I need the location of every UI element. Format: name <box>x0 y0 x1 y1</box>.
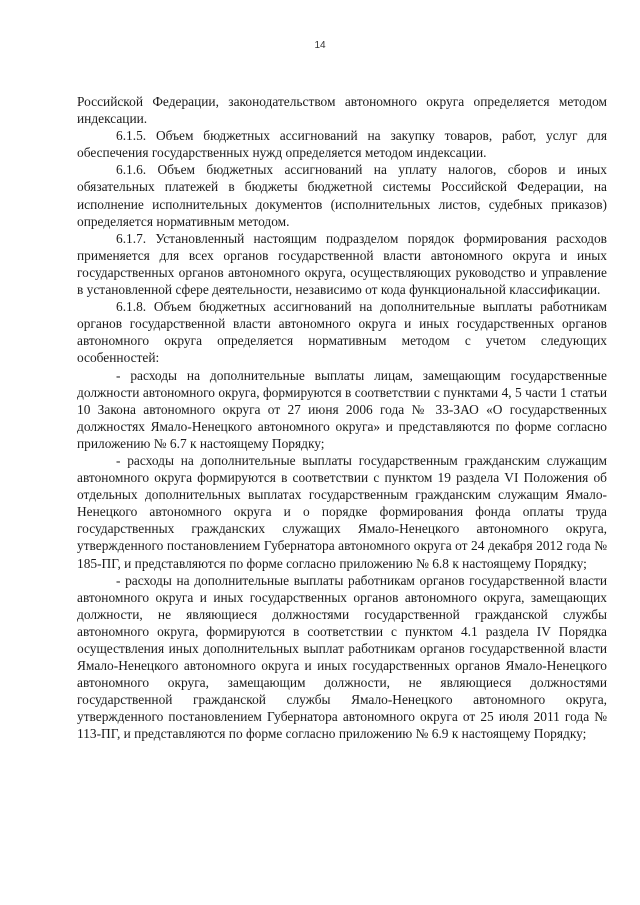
list-item-other-employees: - расходы на дополнительные выплаты работникам органов государственной власти автономного округа и иных государственных органов автономного округа, замещающих должности, не являющиеся должностями государственной гражданской службы автономного округа, формируются в соответствии с пунктом 4.1 раздела IV Порядка осуществления иных дополнительных выплат работникам органов государственной власти Ямало-Ненецкого автономного округа и иных государственных органов Ямало-Ненецкого автономного округа, замещающим должности, не являющиеся должностями государственной гражданской службы Ямало-Ненецкого автономного округа, утвержденного постановлением Губернатора автономного округа от 25 июля 2011 года № 113-ПГ, и представляются по форме согласно приложению № 6.9 к настоящему Порядку; <box>77 572 607 742</box>
document-body <box>77 93 607 743</box>
paragraph-6-1-5: 6.1.5. Объем бюджетных ассигнований на закупку товаров, работ, услуг для обеспечения государственных нужд определяется методом индексации. <box>77 128 607 161</box>
paragraph-continuation: Российской Федерации, законодательством автономного округа определяется методом индексации. <box>77 94 607 127</box>
list-item-state-positions: - расходы на дополнительные выплаты лицам, замещающим государственные должности автономного округа, формируются в соответствии с пунктами 4, 5 части 1 статьи 10 Закона автономного округа от 27 июня 2006 года № 33-ЗАО «О государственных должностях Ямало-Ненецкого автономного округа» и представляются по форме согласно приложению № 6.7 к настоящему Порядку; <box>77 367 607 451</box>
page-number: 14 <box>314 40 326 51</box>
list-item-civil-servants: - расходы на дополнительные выплаты государственным гражданским служащим автономного округа формируются в соответствии с пунктом 19 раздела VI Положения об отдельных дополнительных выплатах государственным гражданским служащим Ямало-Ненецкого автономного округа и о порядке формирования фонда оплаты труда государственных гражданских служащих Ямало-Ненецкого автономного округа, утвержденного постановлением Губернатора автономного округа от 24 декабря 2012 года № 185-ПГ, и представляются по форме согласно приложению № 6.8 к настоящему Порядку; <box>77 452 607 571</box>
paragraph-6-1-6: 6.1.6. Объем бюджетных ассигнований на уплату налогов, сборов и иных обязательных платежей в бюджеты бюджетной системы Российской Федерации, на исполнение исполнительных документов (исполнительных листов, судебных приказов) определяется нормативным методом. <box>77 162 607 229</box>
paragraph-6-1-8: 6.1.8. Объем бюджетных ассигнований на дополнительные выплаты работникам органов государственной власти автономного округа и иных государственных органов автономного округа определяется нормативным методом с учетом следующих особенностей: <box>77 299 607 366</box>
paragraph-6-1-7: 6.1.7. Установленный настоящим подразделом порядок формирования расходов применяется для всех органов государственной власти автономного округа и иных государственных органов автономного округа, осуществляющих руководство и управление в установленной сфере деятельности, независимо от кода функциональной классификации. <box>77 230 607 298</box>
